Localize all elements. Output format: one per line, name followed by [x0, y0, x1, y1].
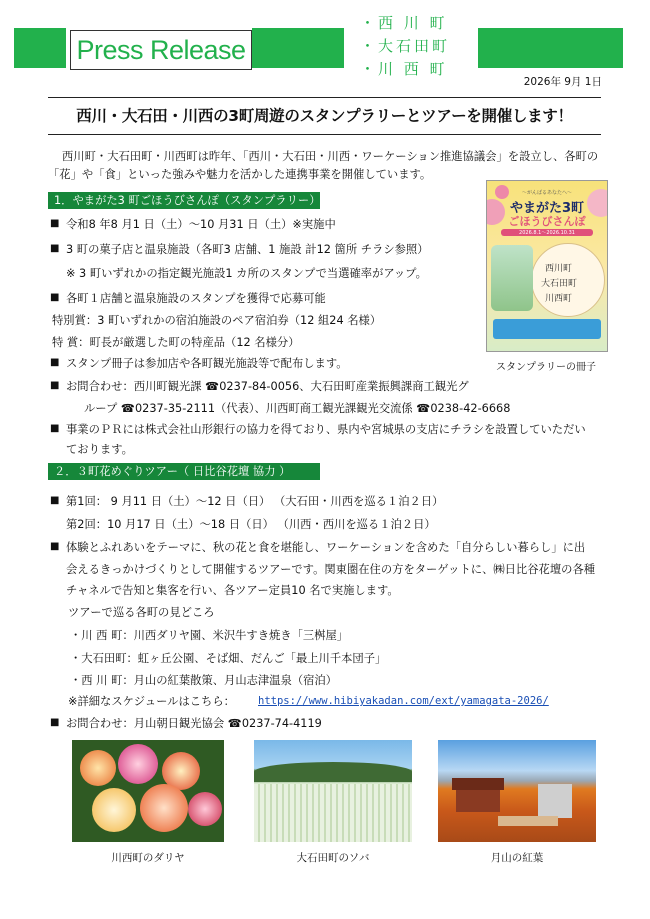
s1-contact-2: ループ ☎0237-35-2111（代表）、川西町商工観光課観光交流係 ☎0238-42-6668: [84, 402, 511, 415]
header-green-bar-left: [14, 28, 66, 68]
dahlia-bloom: [188, 792, 222, 826]
booklet-caption: スタンプラリーの冊子: [496, 362, 596, 373]
s2-highlight-nishikawa: ・西 川 町：月山の紅葉散策、月山志津温泉（宿泊）: [70, 674, 338, 687]
soba-field-photo: [254, 740, 412, 842]
booklet-banner: [493, 319, 601, 339]
release-date: 2026年 9月 1日: [523, 76, 602, 88]
s1-prize: 特 賞：町長が厳選した町の特産品（12 名様分）: [52, 336, 300, 349]
booklet-subtitle: ～がんばるあなたへ～: [521, 190, 572, 196]
bullet-square: ■: [50, 541, 60, 552]
s1-booklet: スタンプ冊子は参加店や各町観光施設等で配布します。: [66, 357, 348, 370]
bullet-square: ■: [50, 218, 60, 229]
s1-contact-1: お問合わせ：西川町観光課 ☎0237-84-0056、大石田町産業振興課商工観光グ: [66, 380, 469, 393]
bullet-square: ■: [50, 357, 60, 368]
s1-period: 令和8 年8 月1 日（土）～10 月31 日（土）※実施中: [66, 218, 336, 231]
dahlia-bloom: [80, 750, 116, 786]
title-box: [48, 97, 601, 135]
gassan-lift-station: [538, 784, 572, 818]
booklet-period: 2026.8.1～2026.10.31: [501, 229, 593, 236]
page-title: 西川・大石田・川西の3町周遊のスタンプラリーとツアーを開催します！: [76, 107, 573, 125]
section1-heading: 1．やまがた3 町ごほうびさんぽ（スタンプラリー）: [48, 192, 320, 209]
bullet-square: ■: [50, 423, 60, 434]
dahlia-bloom: [140, 784, 188, 832]
s1-note: ※ 3 町いずれかの指定観光施設1 カ所のスタンプで当選確率がアップ。: [66, 267, 427, 280]
intro-line-1: 西川町・大石田町・川西町は昨年、「西川・大石田・川西・ワーケーション推進協議会」を設立し、各町の: [62, 150, 599, 163]
photo-caption-dahlia: 川西町のダリヤ: [111, 852, 185, 864]
booklet-landscape: [491, 245, 533, 311]
s1-pr-1: 事業のＰＲには株式会社山形銀行の協力を得ており、県内や宮城県の支店にチラシを設置していただい: [66, 423, 586, 436]
bullet-square: ■: [50, 495, 60, 506]
gassan-autumn-photo: [438, 740, 596, 842]
soba-hills: [254, 762, 412, 782]
s1-special-prize: 特別賞：3 町いずれかの宿泊施設のペア宿泊券（12 組24 名様）: [52, 314, 382, 327]
soba-flowers: [254, 784, 412, 842]
press-release-label: Press Release: [70, 30, 252, 70]
bullet-square: ■: [50, 717, 60, 728]
town-oishida: ・大石田町: [360, 37, 451, 55]
s1-venues: 3 町の菓子店と温泉施設（各町3 店舗、1 施設 計12 箇所 チラシ参照）: [66, 243, 429, 256]
dahlia-bloom: [118, 744, 158, 784]
s2-highlights-title: ツアーで巡る各町の見どころ: [68, 606, 215, 619]
s2-schedule-label: ※詳細なスケジュールはこちら：: [68, 695, 235, 708]
s1-apply: 各町１店舗と温泉施設のスタンプを獲得で応募可能: [66, 292, 326, 305]
dahlia-photo: [72, 740, 224, 842]
booklet-title-2: ごほうびさんぽ: [508, 215, 586, 228]
gassan-path: [498, 816, 558, 826]
town-nishikawa: ・西 川 町: [360, 14, 448, 32]
booklet-title-1: やまがた3町: [509, 201, 585, 216]
s2-tour-2: 第2回：10 月17 日（土）～18 日（日） （川西・西川を巡る１泊２日）: [66, 518, 436, 531]
photo-caption-gassan: 月山の紅葉: [490, 852, 544, 864]
s2-desc-2: 会えるきっかけづくりとして開催するツアーです。関東圏在住の方をターゲットに、㈱日比谷花壇の各種: [66, 563, 596, 576]
s2-contact: お問合わせ：月山朝日観光協会 ☎0237-74-4119: [66, 717, 322, 730]
header-green-bar-right: [478, 28, 623, 68]
gassan-hut-roof: [452, 778, 504, 790]
booklet-town-1: 西川町: [545, 264, 573, 274]
town-kawanishi: ・川 西 町: [360, 60, 448, 78]
s2-desc-3: チャネルで告知と集客を行い、各ツアー定員10 名で実施します。: [66, 584, 399, 597]
bullet-square: ■: [50, 380, 60, 391]
schedule-link[interactable]: https://www.hibiyakadan.com/ext/yamagata-2026/: [258, 695, 549, 707]
bullet-square: ■: [50, 243, 60, 254]
s2-desc-1: 体験とふれあいをテーマに、秋の花と食を堪能し、ワーケーションを含めた「自分らしい暮らし」に出: [66, 541, 586, 554]
booklet-town-3: 川西町: [545, 294, 573, 304]
intro-line-2: 「花」や「食」といった強みや魅力を活かした連携事業を開催しています。: [48, 168, 432, 181]
s2-highlight-oishida: ・大石田町：虹ヶ丘公園、そば畑、だんご「最上川千本団子」: [70, 652, 387, 665]
dahlia-bloom: [92, 788, 136, 832]
header-green-bar-mid: [252, 28, 344, 68]
town-list: [360, 12, 450, 81]
s2-highlight-kawanishi: ・川 西 町：川西ダリヤ園、米沢牛すき焼き「三桝屋」: [70, 629, 349, 642]
section2-heading: ２．３町花めぐりツアー（ 日比谷花壇 協力 ）: [48, 463, 320, 480]
bullet-square: ■: [50, 292, 60, 303]
booklet-town-2: 大石田町: [541, 279, 578, 289]
photo-caption-soba: 大石田町のソバ: [296, 852, 370, 864]
stamp-booklet-image: [486, 180, 608, 352]
s2-tour-1: 第1回： 9 月11 日（土）～12 日（日） （大石田・川西を巡る１泊２日）: [66, 495, 444, 508]
s1-pr-2: ております。: [66, 443, 133, 456]
